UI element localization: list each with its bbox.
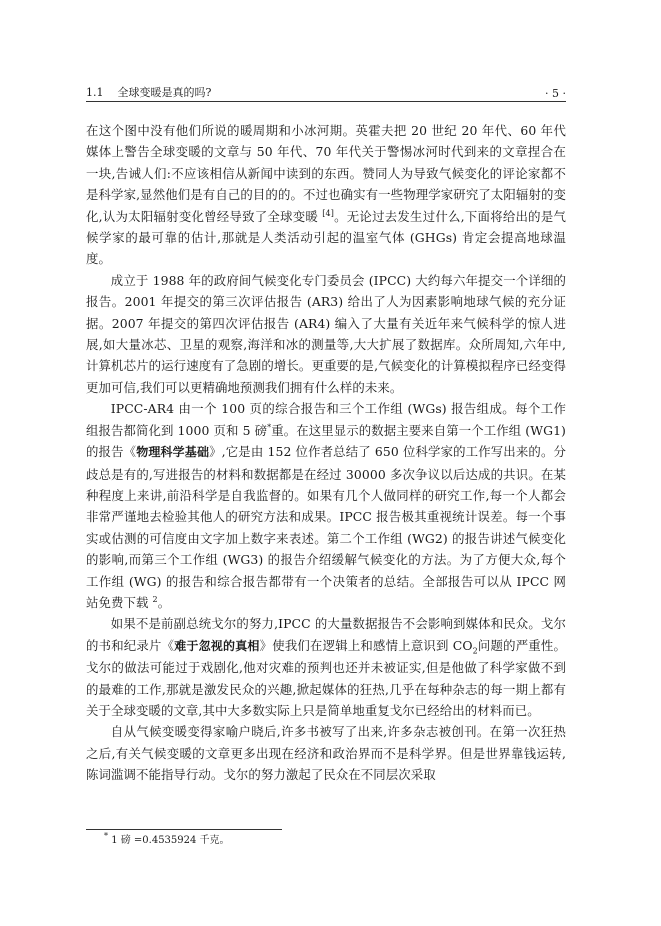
footnote-mark: * xyxy=(104,831,108,841)
footnote-ref: 2 xyxy=(152,594,158,604)
paragraph-4 xyxy=(86,613,566,721)
footnote-rule xyxy=(86,829,282,830)
film-title-bold: 难于忽视的真相 xyxy=(174,638,260,653)
paragraph-4-text-b: 》使我们在逻辑上和感情上意识到 CO xyxy=(259,637,473,653)
running-header xyxy=(86,82,566,100)
paragraph-2: 成立于 1988 年的政府间气候变化专门委员会 (IPCC) 大约每六年提交一个详细的报告。2001 年提交的第三次评估报告 (AR3) 给出了人为因素影响地球气候的充分证据。2007 年提交的第四次评估报告 (AR4) 编入了大量有关近年来气候科学的惊人进展,如大量冰芯、卫星的观察,海洋和冰的测量等,大大扩展了数据库。众所周知,六年中,计算机芯片的运行速度有了急剧的增长。更重要的是,气候变化的计算模拟程序已经变得更加可信,我们可以更精确地预测我们拥有什么样的未来。 xyxy=(86,272,566,395)
paragraph-3-text-b: 重。在这里显示的数据主要来自第一个工作组 (WG1) 的报告《 xyxy=(86,422,566,460)
header-section xyxy=(86,84,225,100)
paragraph-3-text-c: 》,它是由 152 位作者总结了 650 位科学家的工作写出来的。分歧总是有的,写进报告的材料和数据都是在经过 30000 多次争议以后达成的共识。在某种程度上来讲,前沿科学是自我监督的。如果有几个人做同样的研究工作,每一个人都会非常严谨地去检验其他人的研究方法和成果。IPCC 报告极其重视统计误差。每一个事实或估测的可信度由文字加上数字来表述。第二个工作组 (WG2) 的报告讲述气候变化的影响,而第三个工作组 (WG3) 的报告介绍缓解气候变化的方法。为了方便大众,每个工作组 (WG) 的报告和综合报告都带有一个决策者的总结。全部报告可以从 IPCC 网站免费下载 xyxy=(86,444,566,610)
paragraph-1-end: 。无论过去发生过什么,下面将给出的是气候学家的最可靠的估计,那就是人类活动引起的温室气体 (GHGs) 肯定会提高地球温度。 xyxy=(86,208,566,267)
paragraph-3 xyxy=(86,398,566,613)
co2-subscript: 2 xyxy=(472,646,478,656)
paragraph-3-end: 。 xyxy=(157,594,171,610)
footnote-text: 1 磅 =0.4535924 千克。 xyxy=(111,835,230,846)
paragraph-1-text: 在这个图中没有他们所说的暖周期和小冰河期。英霍夫把 20 世纪 20 年代、60 年代媒体上警告全球变暖的文章与 50 年代、70 年代关于警惕冰河时代到来的文章捏合在一块,告诫人们:不应该相信从新闻中读到的东西。赞同人为导致气候变化的评论家都不是科学家,显然他们是有自己的目的的。不过也确实有一些物理学家研究了太阳辐射的变化,认为太阳辐射变化曾经导致了全球变暖 xyxy=(86,123,566,224)
footnote xyxy=(104,831,230,848)
section-number: 1.1 xyxy=(86,86,104,99)
page-number: · 5 · xyxy=(545,87,566,100)
citation: [4] xyxy=(322,208,334,218)
book-title-bold: 物理科学基础 xyxy=(136,445,210,460)
body-text xyxy=(86,120,566,786)
footnote-mark: * xyxy=(267,422,272,432)
section-title: 全球变暖是真的吗? xyxy=(117,86,212,99)
paragraph-5: 自从气候变暖变得家喻户晓后,许多书被写了出来,许多杂志被创刊。在第一次狂热之后,有关气候变暖的文章更多出现在经济和政治界而不是科学界。但是世界靠钱运转,陈词滥调不能指导行动。戈尔的努力激起了民众在不同层次采取 xyxy=(86,724,566,783)
paragraph-4-text-c: 问题的严重性。戈尔的做法可能过于戏剧化,他对灾难的预判也还并未被证实,但是他做了科学家做不到的最难的工作,那就是激发民众的兴趣,掀起媒体的狂热,几乎在每种杂志的每一期上都有关于全球变暖的文章,其中大多数实际上只是简单地重复戈尔已经给出的材料而已。 xyxy=(86,637,566,718)
header-rule xyxy=(86,101,566,102)
paragraph-4-text-a: 如果不是前副总统戈尔的努力,IPCC 的大量数据报告不会影响到媒体和民众。戈尔的书和纪录片《 xyxy=(86,616,566,653)
paragraph-1 xyxy=(86,120,566,270)
paragraph-3-text-a: IPCC-AR4 由一个 100 页的综合报告和三个工作组 (WGs) 报告组成。每个工作组报告都简化到 1000 页和 5 磅 xyxy=(86,401,566,438)
